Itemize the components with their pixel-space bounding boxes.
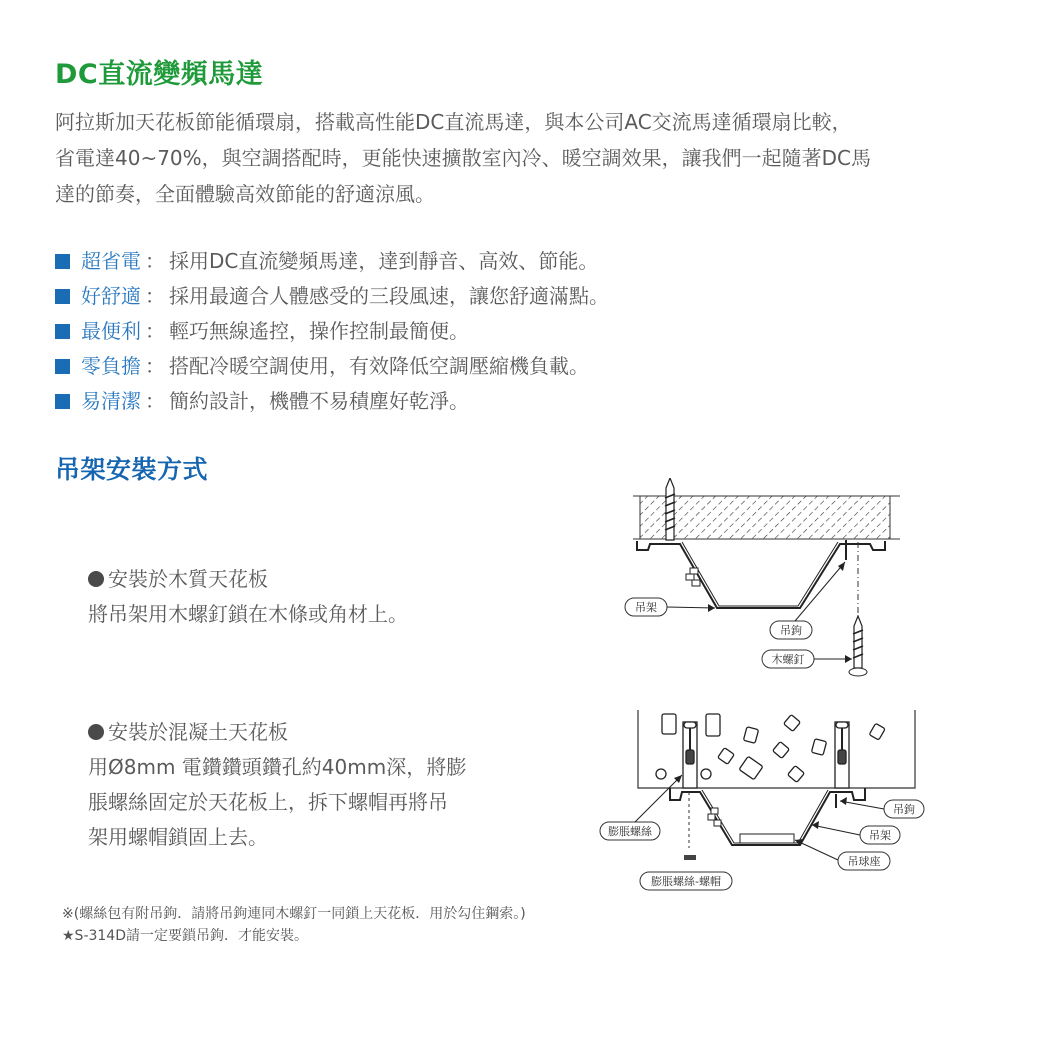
bracket-shape [637, 541, 885, 608]
wood-screw-icon [849, 616, 867, 676]
feature-colon: ： [145, 284, 165, 308]
expansion-anchor-icon [835, 722, 849, 788]
feature-text: 簡約設計，機體不易積塵好乾淨。 [169, 389, 469, 413]
footnotes [62, 903, 526, 947]
round-bullet-icon [88, 724, 104, 740]
svg-text:木螺釘: 木螺釘 [771, 653, 805, 666]
feature-colon: ： [145, 249, 165, 273]
footnote: ※(螺絲包有附吊鉤．請將吊鉤連同木螺釘一同鎖上天花板．用於勾住鋼索。) [62, 906, 526, 922]
intro-paragraph [55, 104, 1015, 212]
ceiling-wood-beam [640, 496, 890, 539]
label-expansion-screw [600, 775, 682, 840]
square-bullet-icon [55, 359, 70, 374]
expansion-nut-icon [684, 855, 696, 860]
square-bullet-icon [55, 289, 70, 304]
feature-colon: ： [145, 389, 165, 413]
method-line: 架用螺帽鎖固上去。 [88, 825, 268, 849]
method-line: 用Ø8mm 電鑽鑽頭鑽孔約40mm深，將膨 [88, 755, 467, 779]
method-concrete-ceiling [88, 715, 466, 855]
method-line: 將吊架用木螺釘鎖在木條或角材上。 [88, 602, 408, 626]
svg-text:吊鉤: 吊鉤 [893, 803, 915, 816]
feature-text: 輕巧無線遙控，操作控制最簡便。 [169, 319, 469, 343]
feature-label: 超省電 [81, 249, 141, 273]
section-title-installation: 吊架安裝方式 [55, 455, 209, 484]
svg-text:吊鉤: 吊鉤 [780, 624, 802, 637]
wood-ceiling-diagram [620, 478, 920, 690]
label-wood-screw [762, 650, 852, 668]
square-bullet-icon [55, 324, 70, 339]
screw-icon [665, 478, 675, 540]
concrete-ceiling-diagram [590, 700, 930, 900]
feature-item [55, 349, 609, 384]
label-bracket [625, 598, 715, 616]
ball-seat [740, 834, 794, 843]
feature-text: 採用DC直流變頻馬達，達到靜音、高效、節能。 [169, 249, 599, 273]
feature-label: 好舒適 [81, 284, 141, 308]
label-bracket [812, 821, 900, 844]
label-hook [840, 797, 924, 818]
feature-list [55, 244, 609, 419]
feature-label: 最便利 [81, 319, 141, 343]
feature-item [55, 244, 609, 279]
label-hook [770, 562, 845, 639]
section-title-dc-motor: DC直流變頻馬達 [55, 59, 264, 90]
feature-text: 搭配冷暖空調使用，有效降低空調壓縮機負載。 [169, 354, 589, 378]
svg-text:膨脹螺絲: 膨脹螺絲 [608, 825, 652, 838]
footnote: ★S-314D請一定要鎖吊鉤．才能安裝。 [62, 928, 308, 944]
method-heading: 安裝於木質天花板 [108, 567, 268, 591]
svg-text:吊球座: 吊球座 [847, 855, 881, 868]
feature-colon: ： [145, 319, 165, 343]
square-bullet-icon [55, 394, 70, 409]
feature-label: 易清潔 [81, 389, 141, 413]
feature-item [55, 279, 609, 314]
svg-text:吊架: 吊架 [635, 601, 657, 614]
method-wood-ceiling [88, 562, 408, 632]
intro-line: 阿拉斯加天花板節能循環扇，搭載高性能DC直流馬達，與本公司AC交流馬達循環扇比較， [55, 110, 852, 134]
feature-label: 零負擔 [81, 354, 141, 378]
feature-item [55, 314, 609, 349]
intro-line: 達的節奏，全面體驗高效節能的舒適涼風。 [55, 182, 435, 206]
square-bullet-icon [55, 254, 70, 269]
intro-line: 省電達40~70%，與空調搭配時，更能快速擴散室內冷、暖空調效果，讓我們一起隨著DC馬 [55, 146, 872, 170]
feature-item [55, 384, 609, 419]
label-expansion-nut [640, 872, 732, 890]
method-line: 脹螺絲固定於天花板上，拆下螺帽再將吊 [88, 790, 448, 814]
svg-text:膨脹螺絲-螺帽: 膨脹螺絲-螺帽 [651, 875, 721, 888]
svg-text:吊架: 吊架 [869, 829, 891, 842]
feature-colon: ： [145, 354, 165, 378]
round-bullet-icon [88, 571, 104, 587]
expansion-anchor-icon [683, 722, 697, 788]
nut-icon [686, 568, 700, 586]
feature-text: 採用最適合人體感受的三段風速，讓您舒適滿點。 [169, 284, 609, 308]
method-heading: 安裝於混凝土天花板 [108, 720, 288, 744]
